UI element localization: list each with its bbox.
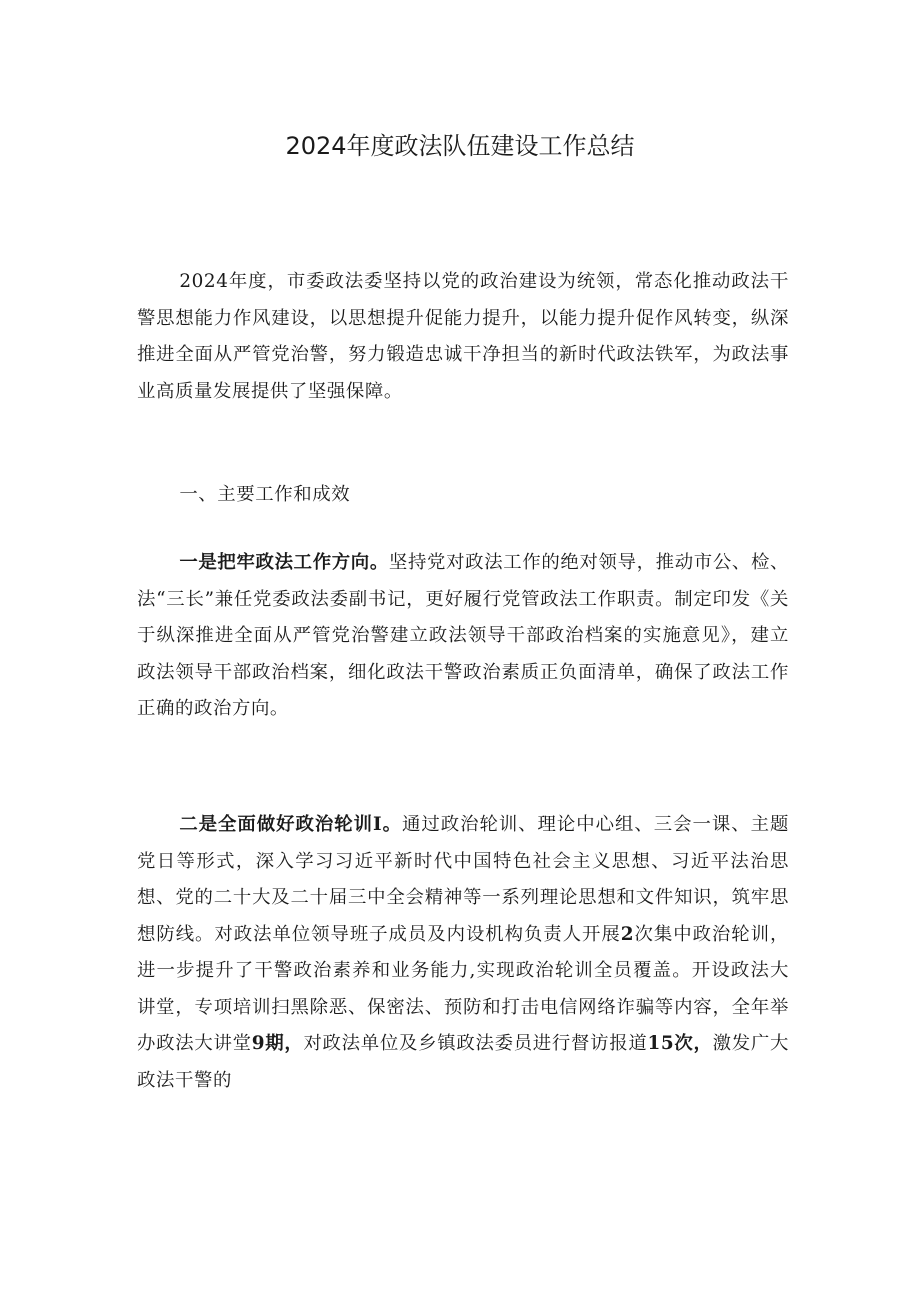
section-heading: 一、主要工作和成效	[179, 484, 351, 505]
item2-num-b: 9期，	[251, 1033, 304, 1054]
item1-paragraph	[137, 545, 789, 728]
item1-text: 坚持党对政法工作的绝对领导，推动市公、检、法“三长”兼任党委政法委副书记，更好履行党管政法工作职责。制定印发《关于纵深推进全面从严管党治警建立政法领导干部政治档案的实施意见》，建立政法领导干部政治档案，细化政法干警政治素质正负面清单，确保了政法工作正确的政治方向。	[137, 552, 789, 719]
intro-section	[137, 264, 789, 410]
item2-num-c: 15次，	[647, 1033, 713, 1054]
item1-lead: 一是把牢政法工作方向。	[179, 552, 389, 573]
intro-paragraph: 2024年度，市委政法委坚持以党的政治建设为统领，常态化推动政法干警思想能力作风建设，以思想提升促能力提升，以能力提升促作风转变，纵深推进全面从严管党治警，努力锻造忠诚干净担当的新时代政法铁军，为政法事业高质量发展提供了坚强保障。	[137, 271, 789, 402]
item2-section	[137, 807, 789, 1099]
item2-lead: 二是全面做好政治轮训I。	[179, 814, 402, 835]
item2-paragraph	[137, 807, 789, 1099]
document-title: 2024年度政法队伍建设工作总结	[285, 132, 635, 160]
item2-num-a: 2	[620, 923, 635, 945]
item2-text-b: 次集中政治轮训，进一步提升了干警政治素养和业务能力,实现政治轮训全员覆盖。开设政法大讲堂，专项培训扫黑除恶、保密法、预防和打击电信网络诈骗等内容，全年举办政法大讲堂	[137, 923, 789, 1054]
item2-text-a: 通过政治轮训、理论中心组、三会一课、主题党日等形式，深入学习习近平新时代中国特色社会主义思想、习近平法治思想、党的二十大及二十届三中全会精神等一系列理论思想和文件知识，筑牢思想防线。对政法单位领导班子成员及内设机构负责人开展	[137, 814, 789, 945]
item2-text-c: 对政法单位及乡镇政法委员进行督访报道	[303, 1033, 648, 1054]
item2-text-d: 激发广大政法干警的	[137, 1033, 789, 1091]
item1-section	[137, 545, 789, 728]
